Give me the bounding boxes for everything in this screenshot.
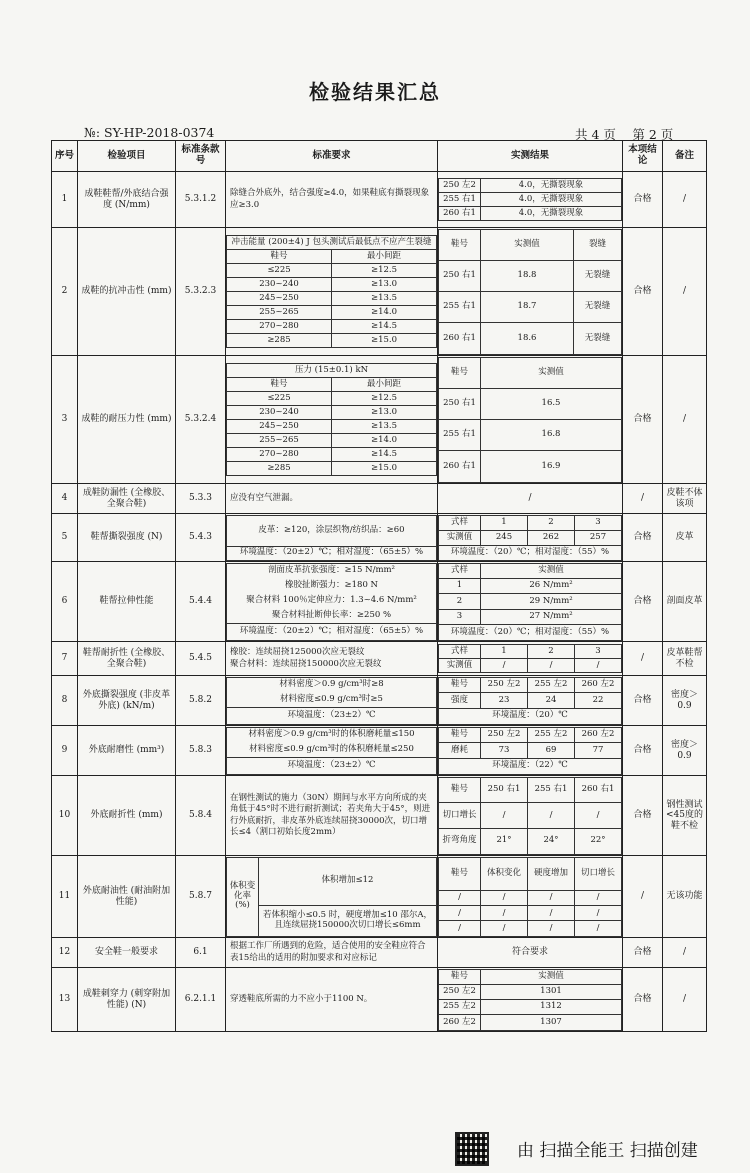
- result-subtable: [438, 515, 622, 561]
- cell: 260 左2: [575, 727, 622, 743]
- requirement-subtable: [226, 857, 437, 937]
- cell: 聚合材料扯断伸长率：≥250 %: [227, 608, 437, 624]
- cell: /: [439, 921, 481, 936]
- page-info: 共 4 页 第 2 页: [575, 127, 674, 142]
- cell: 23: [481, 693, 528, 709]
- cell: 18.7: [481, 292, 574, 323]
- cell: 16.8: [481, 420, 622, 451]
- cell: ≤225: [227, 264, 332, 278]
- row-requirement: 除缝合外底外，结合强度≥4.0，如果鞋底有撕裂现象应≥3.0: [230, 188, 430, 210]
- cell: 1301: [481, 984, 622, 999]
- cell: 体积变化: [481, 857, 528, 891]
- cell: 实测值: [481, 357, 622, 388]
- cell: 若体积缩小≤0.5 时，硬度增加≤10 邵尔A，且连续屈挠150000次切口增长≤6mm: [259, 905, 437, 936]
- row-clause: 5.8.4: [176, 776, 226, 856]
- cell: 3: [439, 609, 481, 624]
- row-conclusion: 合格: [623, 726, 663, 776]
- cell: 250 左2: [439, 984, 481, 999]
- cell: 255 右1: [439, 193, 481, 207]
- cell: 18.8: [481, 260, 574, 291]
- requirement-line: 聚合材料：连续屈挠150000次应无裂纹: [230, 658, 382, 669]
- cell: 250 左2: [481, 677, 528, 693]
- cell: 环境温度：（23±2）℃: [227, 708, 437, 724]
- cell: 257: [575, 530, 622, 545]
- cell: 橡胶扯断强力：≥180 N: [227, 579, 437, 594]
- cell: 2: [439, 594, 481, 609]
- cell: 无裂缝: [574, 260, 622, 291]
- row-note: /: [663, 938, 707, 968]
- row-note: 皮革鞋帮不检: [663, 642, 707, 676]
- row-note: /: [663, 356, 707, 484]
- result-subtable: [438, 644, 622, 673]
- table-row: [52, 484, 707, 514]
- cell: 24°: [528, 828, 575, 854]
- row-no: 5: [52, 514, 78, 562]
- cell: /: [481, 921, 528, 936]
- row-item: 外底耐折性 (mm): [78, 776, 176, 856]
- cell: 环境温度：（23±2）℃: [227, 758, 437, 774]
- cell: 1: [481, 515, 528, 530]
- row-no: 7: [52, 642, 78, 676]
- cell: 切口增长: [439, 803, 481, 829]
- cell: /: [481, 891, 528, 906]
- cell: 1312: [481, 1000, 622, 1015]
- cell: ≥14.0: [332, 434, 437, 448]
- cell: 实测值: [439, 530, 481, 545]
- header-no: 序号: [52, 141, 78, 172]
- cell: 式样: [439, 645, 481, 659]
- cell: 式样: [439, 515, 481, 530]
- cell: 230~240: [227, 406, 332, 420]
- row-item: 鞋帮耐折性 (全橡胶、全聚合鞋): [78, 642, 176, 676]
- row-clause: 5.8.2: [176, 676, 226, 726]
- cell: 262: [528, 530, 575, 545]
- table-row: [52, 726, 707, 776]
- cell: 24: [528, 693, 575, 709]
- cell: /: [528, 659, 575, 673]
- row-no: 13: [52, 968, 78, 1032]
- cell: 26 N/mm²: [481, 578, 622, 593]
- cell: 环境温度：（20）℃；相对湿度：（55）%: [439, 625, 622, 640]
- cell: 强度: [439, 693, 481, 709]
- table-row: [52, 776, 707, 856]
- cell: 冲击能量 (200±4) J 包头测试后最低点不应产生裂缝: [227, 236, 437, 250]
- cell: 鞋号: [439, 777, 481, 803]
- row-item: 成鞋的耐压力性 (mm): [78, 356, 176, 484]
- cell: 鞋号: [227, 250, 332, 264]
- cell: ≥13.0: [332, 406, 437, 420]
- cell: 2: [528, 645, 575, 659]
- result-subtable: [438, 357, 622, 483]
- cell: ≥12.5: [332, 264, 437, 278]
- header-note: 备注: [663, 141, 707, 172]
- cell: 环境温度：（20）℃: [439, 708, 622, 724]
- cell: ≥14.0: [332, 306, 437, 320]
- row-result: 符合要求: [438, 938, 623, 968]
- cell: 260 左2: [575, 677, 622, 693]
- cell: 27 N/mm²: [481, 609, 622, 624]
- cell: 245~250: [227, 420, 332, 434]
- row-note: 钢性测试<45度的鞋不检: [663, 776, 707, 856]
- row-conclusion: 合格: [623, 562, 663, 642]
- row-clause: 5.4.3: [176, 514, 226, 562]
- cell: 260 左2: [439, 1015, 481, 1030]
- row-note: 无该功能: [663, 856, 707, 938]
- row-clause: 5.3.1.2: [176, 172, 226, 228]
- cell: /: [528, 906, 575, 921]
- row-clause: 5.8.7: [176, 856, 226, 938]
- cell: 鞋号: [227, 378, 332, 392]
- result-subtable: [438, 563, 622, 641]
- cell: /: [575, 891, 622, 906]
- cell: 硬度增加: [528, 857, 575, 891]
- row-no: 3: [52, 356, 78, 484]
- requirement-subtable: [226, 363, 437, 476]
- requirement-subtable: [226, 677, 437, 725]
- document-number: №: SY-HP-2018-0374: [84, 125, 215, 140]
- cell: ≥285: [227, 462, 332, 476]
- row-conclusion: 合格: [623, 676, 663, 726]
- row-clause: 6.1: [176, 938, 226, 968]
- header-result: 实测结果: [438, 141, 623, 172]
- cell: 4.0，无撕裂现象: [481, 207, 622, 221]
- row-no: 11: [52, 856, 78, 938]
- row-conclusion: 合格: [623, 776, 663, 856]
- row-conclusion: 合格: [623, 228, 663, 356]
- row-clause: 6.2.1.1: [176, 968, 226, 1032]
- table-row: [52, 514, 707, 562]
- cell: 鞋号: [439, 229, 481, 260]
- cell: 实测值: [481, 563, 622, 578]
- requirement-subtable: [226, 515, 437, 561]
- row-item: 成鞋鞋帮/外底结合强度 (N/mm): [78, 172, 176, 228]
- page-title: 检验结果汇总: [309, 80, 441, 104]
- cell: /: [575, 803, 622, 829]
- cell: 鞋号: [439, 857, 481, 891]
- cell: 270~280: [227, 448, 332, 462]
- row-conclusion: 合格: [623, 356, 663, 484]
- cell: 无裂缝: [574, 323, 622, 354]
- cell: 16.9: [481, 451, 622, 482]
- row-conclusion: 合格: [623, 514, 663, 562]
- cell: 环境温度：（20±2）℃；相对湿度：（65±5）%: [227, 624, 437, 640]
- cell: 255~265: [227, 306, 332, 320]
- cell: 255 左2: [528, 677, 575, 693]
- table-row: [52, 172, 707, 228]
- cell: 裂缝: [574, 229, 622, 260]
- result-subtable: [438, 677, 622, 725]
- result-subtable: [438, 857, 622, 937]
- table-row: [52, 856, 707, 938]
- cell: 切口增长: [575, 857, 622, 891]
- scanner-credit: 由 扫描全能王 扫描创建: [517, 1141, 698, 1161]
- row-no: 8: [52, 676, 78, 726]
- cell: ≥15.0: [332, 334, 437, 348]
- row-item: 鞋帮撕裂强度 (N): [78, 514, 176, 562]
- cell: 250 右1: [481, 777, 528, 803]
- cell: /: [439, 906, 481, 921]
- row-note: /: [663, 228, 707, 356]
- cell: /: [528, 803, 575, 829]
- row-no: 10: [52, 776, 78, 856]
- row-item: 成鞋的抗冲击性 (mm): [78, 228, 176, 356]
- cell: 材料密度≤0.9 g/cm³时的体积磨耗量≤250: [227, 742, 437, 757]
- result-subtable: [438, 178, 622, 221]
- row-no: 1: [52, 172, 78, 228]
- qr-code-icon: [455, 1132, 489, 1166]
- table-row: [52, 228, 707, 356]
- cell: 最小间距: [332, 378, 437, 392]
- cell: 18.6: [481, 323, 574, 354]
- cell: 255 左2: [528, 727, 575, 743]
- cell: 260 右1: [575, 777, 622, 803]
- cell: /: [481, 803, 528, 829]
- cell: 4.0，无撕裂现象: [481, 179, 622, 193]
- table-row: [52, 356, 707, 484]
- cell: 1: [439, 578, 481, 593]
- cell: 剖面皮革抗张强度：≥15 N/mm²: [227, 563, 437, 579]
- cell: 3: [575, 645, 622, 659]
- requirement-line: 橡胶：连续屈挠125000次应无裂纹: [230, 647, 365, 658]
- cell: 压力 (15±0.1) kN: [227, 364, 437, 378]
- cell: 250 左2: [439, 179, 481, 193]
- cell: 体积变化率 (%): [227, 857, 259, 936]
- row-clause: 5.8.3: [176, 726, 226, 776]
- cell: ≥12.5: [332, 392, 437, 406]
- cell: 1: [481, 645, 528, 659]
- cell: 无裂缝: [574, 292, 622, 323]
- row-no: 12: [52, 938, 78, 968]
- row-note: 皮鞋不体该项: [663, 484, 707, 514]
- cell: 材料密度＞0.9 g/cm³时≥8: [227, 677, 437, 692]
- row-conclusion: /: [623, 856, 663, 938]
- cell: /: [481, 659, 528, 673]
- row-requirement: 在钢性测试的施力（30N）期间与水平方向所成的夹角低于45°时不进行耐折测试；若夹角大于45°，则进行外底耐折，非皮革外底连续屈挠30000次，切口增长≤4（割口初始长度2mm）: [230, 792, 431, 837]
- requirement-subtable: [226, 563, 437, 641]
- row-requirement: 穿透鞋底所需的力不应小于1100 N。: [230, 993, 373, 1004]
- table-row: [52, 938, 707, 968]
- cell: 鞋号: [439, 357, 481, 388]
- header-item: 检验项目: [78, 141, 176, 172]
- result-subtable: [438, 727, 622, 775]
- header-clause: 标准条款号: [176, 141, 226, 172]
- cell: 245: [481, 530, 528, 545]
- row-requirement: [226, 645, 437, 672]
- cell: ≥14.5: [332, 448, 437, 462]
- result-subtable: [438, 777, 622, 855]
- cell: 3: [575, 515, 622, 530]
- row-note: /: [663, 172, 707, 228]
- cell: /: [481, 906, 528, 921]
- row-clause: 5.3.2.4: [176, 356, 226, 484]
- cell: ≥14.5: [332, 320, 437, 334]
- row-item: 外底撕裂强度 (非皮革外底) (kN/m): [78, 676, 176, 726]
- cell: 29 N/mm²: [481, 594, 622, 609]
- cell: 22: [575, 693, 622, 709]
- cell: /: [575, 659, 622, 673]
- results-table: [51, 140, 707, 1032]
- cell: 250 左2: [481, 727, 528, 743]
- table-row: [52, 968, 707, 1032]
- row-item: 外底耐磨性 (mm³): [78, 726, 176, 776]
- cell: ≥15.0: [332, 462, 437, 476]
- cell: 245~250: [227, 292, 332, 306]
- cell: 实测值: [481, 229, 574, 260]
- cell: 255~265: [227, 434, 332, 448]
- cell: 最小间距: [332, 250, 437, 264]
- cell: 77: [575, 743, 622, 759]
- requirement-subtable: [226, 727, 437, 775]
- row-clause: 5.4.5: [176, 642, 226, 676]
- cell: 4.0，无撕裂现象: [481, 193, 622, 207]
- cell: 255 左2: [439, 1000, 481, 1015]
- cell: /: [575, 921, 622, 936]
- cell: 材料密度≤0.9 g/cm³时≥5: [227, 692, 437, 707]
- cell: /: [528, 891, 575, 906]
- cell: 260 右1: [439, 207, 481, 221]
- row-note: 密度＞0.9: [663, 726, 707, 776]
- row-item: 外底耐油性 (耐油附加性能): [78, 856, 176, 938]
- cell: 2: [528, 515, 575, 530]
- row-clause: 5.4.4: [176, 562, 226, 642]
- row-conclusion: /: [623, 642, 663, 676]
- cell: ≤225: [227, 392, 332, 406]
- table-row: [52, 642, 707, 676]
- row-conclusion: 合格: [623, 172, 663, 228]
- cell: ≥13.5: [332, 420, 437, 434]
- row-result: /: [438, 484, 623, 514]
- cell: /: [528, 921, 575, 936]
- cell: 鞋号: [439, 727, 481, 743]
- table-header-row: [52, 141, 707, 172]
- row-no: 4: [52, 484, 78, 514]
- row-item: 鞋帮拉伸性能: [78, 562, 176, 642]
- cell: 材料密度＞0.9 g/cm³时的体积磨耗量≤150: [227, 727, 437, 742]
- cell: 255 右1: [528, 777, 575, 803]
- cell: 22°: [575, 828, 622, 854]
- cell: 255 右1: [439, 292, 481, 323]
- table-row: [52, 676, 707, 726]
- cell: ≥285: [227, 334, 332, 348]
- cell: 环境温度：（20±2）℃；相对湿度：（65±5）%: [227, 546, 437, 560]
- cell: /: [575, 906, 622, 921]
- cell: ≥13.5: [332, 292, 437, 306]
- cell: 230~240: [227, 278, 332, 292]
- row-conclusion: 合格: [623, 968, 663, 1032]
- cell: /: [439, 891, 481, 906]
- cell: 鞋号: [439, 677, 481, 693]
- cell: 实测值: [481, 969, 622, 984]
- cell: 16.5: [481, 388, 622, 419]
- cell: 255 右1: [439, 420, 481, 451]
- scanner-watermark: [455, 1132, 745, 1172]
- row-no: 2: [52, 228, 78, 356]
- result-subtable: [438, 969, 622, 1031]
- row-no: 6: [52, 562, 78, 642]
- row-requirement: 应没有空气泄漏。: [230, 492, 299, 503]
- row-note: 皮革: [663, 514, 707, 562]
- cell: 250 右1: [439, 388, 481, 419]
- cell: 折弯角度: [439, 828, 481, 854]
- row-item: 成鞋刺穿力 (刺穿附加性能) (N): [78, 968, 176, 1032]
- cell: 250 右1: [439, 260, 481, 291]
- cell: 21°: [481, 828, 528, 854]
- cell: 73: [481, 743, 528, 759]
- cell: 鞋号: [439, 969, 481, 984]
- cell: 环境温度：（20）℃；相对湿度：（55）%: [439, 545, 622, 560]
- cell: 260 右1: [439, 323, 481, 354]
- cell: 体积增加≤12: [259, 857, 437, 905]
- row-conclusion: 合格: [623, 938, 663, 968]
- table-row: [52, 562, 707, 642]
- row-note: 剖面皮革: [663, 562, 707, 642]
- row-item: 成鞋防漏性 (全橡胶、全聚合鞋): [78, 484, 176, 514]
- cell: 聚合材料 100％定伸应力：1.3~4.6 N/mm²: [227, 593, 437, 608]
- cell: 式样: [439, 563, 481, 578]
- row-item: 安全鞋一般要求: [78, 938, 176, 968]
- cell: 实测值: [439, 659, 481, 673]
- header-conclusion: 本项结论: [623, 141, 663, 172]
- cell: 1307: [481, 1015, 622, 1030]
- row-no: 9: [52, 726, 78, 776]
- result-subtable: [438, 229, 622, 355]
- row-note: 密度＞0.9: [663, 676, 707, 726]
- cell: 皮革：≥120，涂层织物/纺织品：≥60: [227, 515, 437, 546]
- cell: 69: [528, 743, 575, 759]
- row-note: /: [663, 968, 707, 1032]
- header-requirement: 标准要求: [226, 141, 438, 172]
- cell: 260 右1: [439, 451, 481, 482]
- requirement-subtable: [226, 235, 437, 348]
- row-requirement: 根据工作厂所遇到的危险，适合使用的安全鞋应符合表15给出的适用的附加要求和对应标记: [230, 941, 426, 963]
- row-clause: 5.3.2.3: [176, 228, 226, 356]
- cell: 270~280: [227, 320, 332, 334]
- row-conclusion: /: [623, 484, 663, 514]
- cell: 环境温度：（22）℃: [439, 758, 622, 774]
- cell: 磨耗: [439, 743, 481, 759]
- row-clause: 5.3.3: [176, 484, 226, 514]
- cell: ≥13.0: [332, 278, 437, 292]
